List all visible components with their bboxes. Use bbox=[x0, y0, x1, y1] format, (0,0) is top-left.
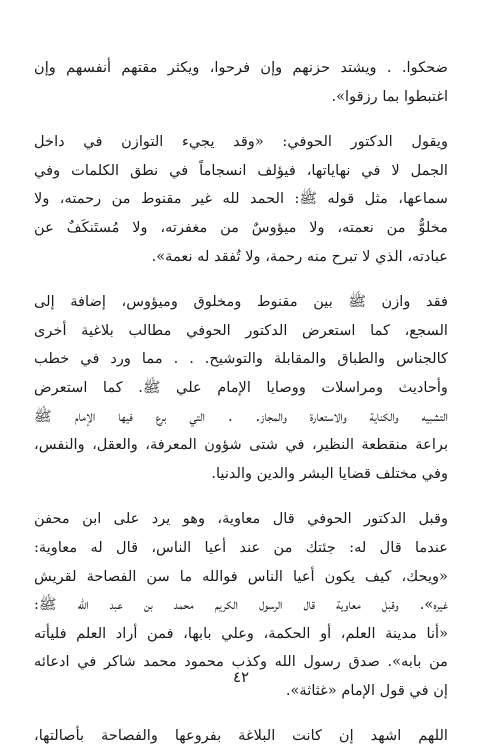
text-line: وأحاديث ومراسلات ووصايا الإمام علي ﷺ. كما استعرض bbox=[34, 378, 448, 396]
text-line: وفي مختلف قضايا البشر والدين والدنيا. bbox=[211, 464, 448, 482]
text-line: عندما قال له: جئتك من عند أعيا الناس، قال له معاوية: bbox=[34, 538, 448, 556]
text-line: ويقول الدكتور الحوفي: «وقد يجيء التوازن في داخل bbox=[34, 133, 448, 151]
text-line: من بابه». صدق رسول الله وكذب محمود محمد شاكر في ادعائه bbox=[34, 653, 448, 671]
text-line: إن في قول الإمام «غثاثة». bbox=[285, 681, 448, 699]
text-line: اللهم اشهد إن كانت البلاغة بفروعها والفصاحة بأصالتها، bbox=[34, 727, 448, 745]
text-line: سماعها، مثل قوله ﷺ: الحمد لله غير مقنوط من رحمته، ولا bbox=[34, 190, 448, 208]
text-line: مخلوٌّ من نعمته، ولا ميؤوسٌ من مغفرته، ولا مُستَنكَفٌ عن bbox=[34, 218, 448, 236]
text-line: براعة منقطعة النظير، في شتى شؤون المعرفة، والعقل، والنفس، bbox=[34, 436, 448, 454]
text-line: كالجناس والطباق والمقابلة والتوشيح. . . مما ورد في خطب bbox=[34, 350, 448, 368]
text-line: وقبل الدكتور الحوفي قال معاوية، وهو يرد على ابن محفن bbox=[34, 510, 448, 528]
text-line: عبادته، الذي لا تبرح منه رحمة، ولا تُفقد له نعمة». bbox=[151, 247, 448, 265]
text-line: فقد وازن ﷺ بين مقنوط ومخلوق وميؤوس، إضافة إلى bbox=[34, 293, 448, 311]
text-line: «ويحك، كيف يكون أعيا الناس فوالله ما سن الفصاحة لقريش bbox=[34, 567, 448, 585]
text-line: ضحكوا. . ويشتد حزنهم وإن فرحوا، ويكثر مقتهم أنفسهم وإن bbox=[34, 59, 448, 76]
text-line: اغتبطوا بما رزقوا». bbox=[331, 87, 448, 105]
paragraph-1 bbox=[34, 54, 448, 111]
page-number: ٤٢ bbox=[232, 668, 250, 686]
text-line: غيره». وقبل معاوية قال الرسول الكريم محمد بن عبد الله ﷺ: bbox=[34, 596, 448, 614]
text-line: السجع، كما استعرض الدكتور الحوفي مطالب بلاغية أخرى bbox=[34, 321, 448, 339]
text-line: التشبيه والكناية والاستعارة والمجاز. . التي برع فيها الإمام ﷺ bbox=[34, 407, 448, 425]
paragraph-5 bbox=[34, 722, 448, 751]
text-line: «أنا مدينة العلم، أو الحكمة، وعلي بابها، فمن أراد العلم فليأته bbox=[34, 624, 448, 642]
body-text bbox=[34, 54, 448, 751]
paragraph-2 bbox=[34, 128, 448, 271]
paragraph-3 bbox=[34, 288, 448, 488]
text-line: الجمل لا في نهاياتها، فيؤلف انسجاماً في نطق الكلمات وفي bbox=[34, 161, 448, 179]
